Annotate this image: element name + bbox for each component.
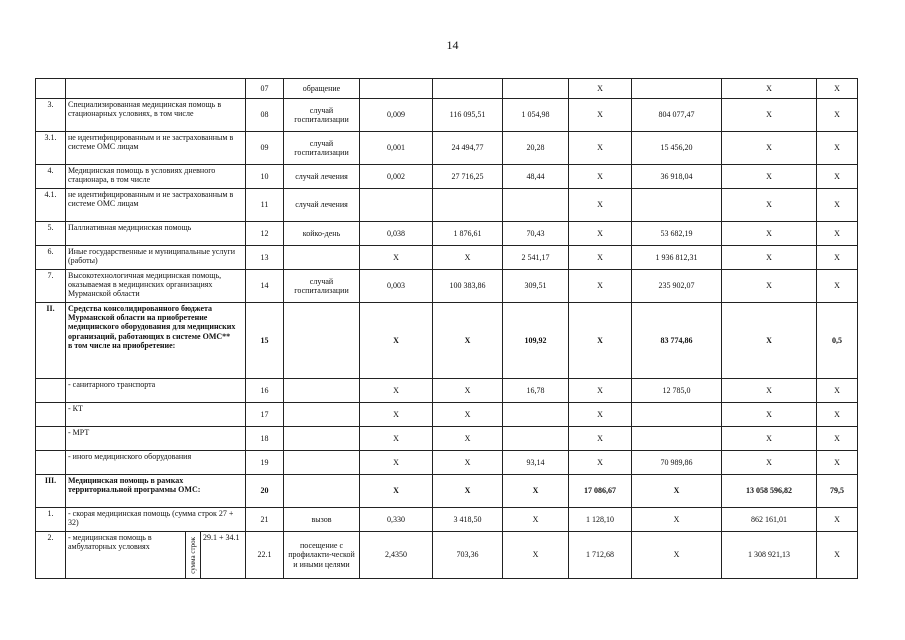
row-unit: случай госпитализации	[284, 132, 360, 165]
row-name	[66, 379, 246, 403]
row-name	[66, 132, 246, 165]
row-name	[66, 303, 246, 379]
row-value: X	[503, 508, 569, 532]
row-value: X	[722, 246, 817, 270]
table-row	[36, 79, 858, 99]
row-value: X	[569, 189, 632, 222]
row-name	[66, 270, 246, 303]
row-value	[433, 189, 503, 222]
row-name-subtitle: в том числе на приобретение:	[68, 340, 176, 350]
row-value: X	[817, 79, 858, 99]
row-number: 3.	[36, 99, 66, 132]
row-value: 12 785,0	[632, 379, 722, 403]
row-value: X	[722, 189, 817, 222]
row-value: 2,4350	[360, 532, 433, 579]
row-value: X	[360, 403, 433, 427]
row-name	[66, 79, 246, 99]
row-name	[66, 403, 246, 427]
row-number: 3.1.	[36, 132, 66, 165]
row-value: 24 494,77	[433, 132, 503, 165]
row-code: 15	[246, 303, 284, 379]
row-value: 100 383,86	[433, 270, 503, 303]
table-row	[36, 165, 858, 189]
row-value: 0,002	[360, 165, 433, 189]
row-unit: случай лечения	[284, 165, 360, 189]
row-value: 235 902,07	[632, 270, 722, 303]
row-value: X	[722, 99, 817, 132]
row-value: 83 774,86	[632, 303, 722, 379]
row-value: X	[817, 222, 858, 246]
row-number	[36, 403, 66, 427]
row-value: X	[817, 403, 858, 427]
row-unit: койко-день	[284, 222, 360, 246]
row-number: II.	[36, 303, 66, 379]
row-value: X	[433, 303, 503, 379]
row-name-text: - иного медицинского оборудования	[68, 452, 192, 461]
row-value: 70,43	[503, 222, 569, 246]
row-code: 19	[246, 451, 284, 475]
row-name	[66, 508, 246, 532]
row-value: X	[433, 379, 503, 403]
row-value: X	[360, 451, 433, 475]
row-value: X	[569, 79, 632, 99]
table-row	[36, 427, 858, 451]
row-value: 17 086,67	[569, 475, 632, 508]
row-value	[503, 403, 569, 427]
row-value: X	[569, 303, 632, 379]
row-value: X	[817, 532, 858, 579]
row-value: X	[722, 403, 817, 427]
row-value: X	[817, 99, 858, 132]
row-value: X	[722, 379, 817, 403]
row-value: X	[569, 379, 632, 403]
row-unit	[284, 246, 360, 270]
row-value: X	[569, 165, 632, 189]
table-row	[36, 246, 858, 270]
row-value: 1 936 812,31	[632, 246, 722, 270]
row-name-text: Иные государственные и муниципальные услуги (работы)	[68, 247, 235, 266]
row-unit: случай лечения	[284, 189, 360, 222]
row-value: 27 716,25	[433, 165, 503, 189]
row-number	[36, 451, 66, 475]
row-name	[66, 451, 246, 475]
row-value: X	[632, 475, 722, 508]
row-value: 16,78	[503, 379, 569, 403]
row-unit: посещение с профилакти-ческой и иными целями	[284, 532, 360, 579]
row-name-split	[66, 532, 245, 578]
row-value: X	[569, 99, 632, 132]
row-value: 804 077,47	[632, 99, 722, 132]
row-name	[66, 475, 246, 508]
row-value: X	[722, 451, 817, 475]
row-value: 1 712,68	[569, 532, 632, 579]
page-number: 14	[446, 38, 459, 52]
row-name	[66, 222, 246, 246]
row-number	[36, 379, 66, 403]
row-value: 116 095,51	[433, 99, 503, 132]
row-value: 1 308 921,13	[722, 532, 817, 579]
row-value: X	[360, 475, 433, 508]
row-unit	[284, 379, 360, 403]
row-value: X	[817, 246, 858, 270]
row-name	[66, 532, 246, 579]
table-row	[36, 99, 858, 132]
row-value: X	[433, 403, 503, 427]
row-value: X	[722, 303, 817, 379]
row-name-text: не идентифицированным и не застрахованным в системе ОМС лицам	[68, 190, 234, 209]
row-code: 10	[246, 165, 284, 189]
table-row	[36, 451, 858, 475]
row-value	[503, 79, 569, 99]
row-number: 7.	[36, 270, 66, 303]
row-value: X	[569, 403, 632, 427]
row-value: 1 876,61	[433, 222, 503, 246]
row-code: 09	[246, 132, 284, 165]
row-value: X	[433, 246, 503, 270]
row-value: X	[503, 532, 569, 579]
row-value: 0,009	[360, 99, 433, 132]
row-unit: случай госпитализации	[284, 99, 360, 132]
row-value: 13 058 596,82	[722, 475, 817, 508]
row-value: X	[817, 270, 858, 303]
row-name-text: - скорая медицинская помощь (сумма строк 27 + 32)	[68, 509, 234, 528]
row-code: 22.1	[246, 532, 284, 579]
row-name-text: Специализированная медицинская помощь в стационарных условиях, в том числе	[68, 100, 222, 119]
row-code: 11	[246, 189, 284, 222]
row-name-text: - КТ	[68, 404, 83, 413]
sum-value: 29.1 + 34.1	[203, 533, 240, 542]
row-value: X	[360, 379, 433, 403]
row-value	[360, 189, 433, 222]
row-value: 2 541,17	[503, 246, 569, 270]
table-row	[36, 508, 858, 532]
row-value: X	[360, 427, 433, 451]
row-value: 0,003	[360, 270, 433, 303]
row-value: X	[569, 427, 632, 451]
table-row	[36, 532, 858, 579]
row-code: 17	[246, 403, 284, 427]
row-value: 53 682,19	[632, 222, 722, 246]
row-value: X	[632, 532, 722, 579]
row-code: 08	[246, 99, 284, 132]
row-value: X	[632, 508, 722, 532]
sum-label-cell	[185, 532, 201, 578]
row-unit	[284, 475, 360, 508]
row-value: 15 456,20	[632, 132, 722, 165]
row-value: 3 418,50	[433, 508, 503, 532]
row-value: 0,038	[360, 222, 433, 246]
row-value	[632, 79, 722, 99]
row-value: 109,92	[503, 303, 569, 379]
row-value: 36 918,04	[632, 165, 722, 189]
row-code: 21	[246, 508, 284, 532]
row-name	[66, 427, 246, 451]
row-value: X	[433, 451, 503, 475]
row-value: X	[722, 79, 817, 99]
table-row	[36, 403, 858, 427]
row-value: X	[360, 303, 433, 379]
row-value: X	[569, 270, 632, 303]
row-unit	[284, 403, 360, 427]
row-name-text: - МРТ	[68, 428, 90, 437]
row-code: 07	[246, 79, 284, 99]
row-code: 13	[246, 246, 284, 270]
row-name-text: - санитарного транспорта	[68, 380, 156, 389]
row-code: 16	[246, 379, 284, 403]
row-value: 93,14	[503, 451, 569, 475]
row-value	[503, 189, 569, 222]
row-value: X	[722, 270, 817, 303]
row-name-text: - медицинская помощь в амбулаторных условиях	[68, 533, 152, 552]
table-row	[36, 303, 858, 379]
row-value: X	[817, 165, 858, 189]
row-value: X	[569, 132, 632, 165]
row-value: X	[722, 132, 817, 165]
row-value	[632, 403, 722, 427]
row-value: X	[817, 427, 858, 451]
row-value: X	[817, 132, 858, 165]
table-row	[36, 270, 858, 303]
row-value: X	[722, 165, 817, 189]
row-value	[632, 189, 722, 222]
row-code: 18	[246, 427, 284, 451]
row-value: X	[360, 246, 433, 270]
row-value	[433, 79, 503, 99]
table-row	[36, 475, 858, 508]
row-unit	[284, 427, 360, 451]
row-value: X	[817, 379, 858, 403]
row-name	[66, 99, 246, 132]
table-row	[36, 189, 858, 222]
row-name	[66, 165, 246, 189]
row-value: X	[503, 475, 569, 508]
row-value: 703,36	[433, 532, 503, 579]
row-value: 0,330	[360, 508, 433, 532]
row-code: 20	[246, 475, 284, 508]
row-value: X	[569, 222, 632, 246]
row-name-text: Медицинская помощь в рамках территориальной программы ОМС:	[68, 476, 201, 495]
program-cost-table	[35, 78, 858, 579]
row-name	[66, 189, 246, 222]
row-number: 6.	[36, 246, 66, 270]
row-value: 79,5	[817, 475, 858, 508]
row-code: 12	[246, 222, 284, 246]
row-value: 1 128,10	[569, 508, 632, 532]
row-unit: вызов	[284, 508, 360, 532]
row-value: 1 054,98	[503, 99, 569, 132]
row-number: 4.	[36, 165, 66, 189]
sum-label: сумма строк	[188, 536, 197, 574]
row-value: 48,44	[503, 165, 569, 189]
row-number: 2.	[36, 532, 66, 579]
row-value: 862 161,01	[722, 508, 817, 532]
row-value: X	[569, 246, 632, 270]
row-number: 1.	[36, 508, 66, 532]
row-value: X	[433, 427, 503, 451]
row-value: 0,001	[360, 132, 433, 165]
table-row	[36, 132, 858, 165]
row-value	[632, 427, 722, 451]
table-row	[36, 379, 858, 403]
row-number: 4.1.	[36, 189, 66, 222]
row-value: 309,51	[503, 270, 569, 303]
row-value: X	[722, 222, 817, 246]
row-name	[66, 246, 246, 270]
row-unit	[284, 451, 360, 475]
row-value: X	[433, 475, 503, 508]
table-row	[36, 222, 858, 246]
row-name-text: Медицинская помощь в условиях дневного стационара, в том числе	[68, 166, 216, 185]
row-name-text: Высокотехнологичная медицинская помощь, оказываемая в медицинских организациях Мурманской области	[68, 271, 222, 299]
row-unit	[284, 303, 360, 379]
row-value: X	[817, 508, 858, 532]
row-number: 5.	[36, 222, 66, 246]
row-value: 20,28	[503, 132, 569, 165]
row-name-text: не идентифицированным и не застрахованным в системе ОМС лицам	[68, 133, 234, 152]
row-value: 70 989,86	[632, 451, 722, 475]
row-value: X	[569, 451, 632, 475]
row-value: X	[817, 189, 858, 222]
row-number: III.	[36, 475, 66, 508]
row-number	[36, 79, 66, 99]
row-value: 0,5	[817, 303, 858, 379]
row-value: X	[722, 427, 817, 451]
row-unit: обращение	[284, 79, 360, 99]
row-value	[503, 427, 569, 451]
row-unit: случай госпитализации	[284, 270, 360, 303]
row-value: X	[817, 451, 858, 475]
row-value	[360, 79, 433, 99]
row-code: 14	[246, 270, 284, 303]
row-number	[36, 427, 66, 451]
row-name-text: Паллиативная медицинская помощь	[68, 223, 192, 232]
row-name-text: Средства консолидированного бюджета Мурманской области на приобретение медицинского оборудования для медицинских организаций, работающих в системе ОМС**	[68, 304, 236, 341]
